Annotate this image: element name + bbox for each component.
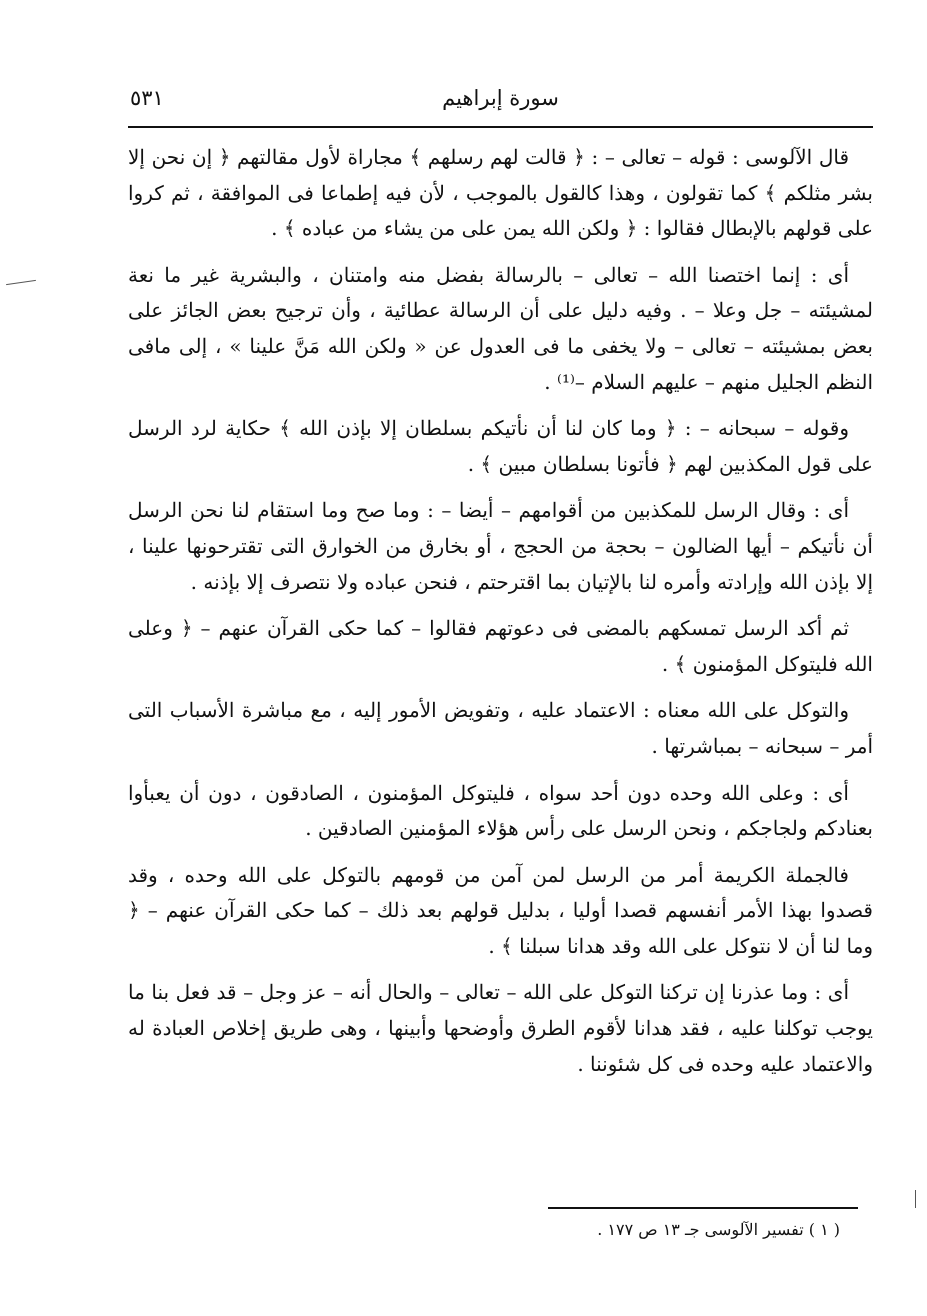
- paragraph-9: أى : وما عذرنا إن تركنا التوكل على الله – تعالى – والحال أنه – عز وجل – قد فعل بنا ما يوجب توكلنا عليه ، فقد هدانا لأقوم الطرق وأوضحها وأبينها ، وهى طريق إخلاص العبادة له والاعتماد عليه وحده فى كل شئوننا .: [128, 980, 873, 1076]
- margin-pen-mark: [6, 280, 36, 285]
- paragraph-7: أى : وعلى الله وحده دون أحد سواه ، فليتوكل المؤمنون ، الصادقون ، دون أن يعبأوا بعنادكم ولجاجكم ، ونحن الرسل على رأس هؤلاء المؤمنين الصادقين .: [128, 780, 873, 841]
- margin-scan-mark: [915, 1190, 917, 1208]
- footnote: ( ١ ) تفسير الآلوسى جـ ١٣ ص ١٧٧ .: [597, 1220, 840, 1239]
- header-rule: [128, 126, 873, 128]
- paragraph-5: ثم أكد الرسل تمسكهم بالمضى فى دعوتهم فقالوا – كما حكى القرآن عنهم – ﴿ وعلى الله فليتوكل المؤمنون ﴾ .: [128, 616, 873, 676]
- paragraph-3: وقوله – سبحانه – : ﴿ وما كان لنا أن نأتيكم بسلطان إلا بإذن الله ﴾ حكاية لرد الرسل على قول المكذبين لهم ﴿ فأتونا بسلطان مبين ﴾ .: [128, 416, 873, 476]
- paragraph-8: فالجملة الكريمة أمر من الرسل لمن آمن من قومهم بالتوكل على الله وحده ، وقد قصدوا بهذا الأمر أنفسهم قصدا أوليا ، بدليل قولهم بعد ذلك – كما حكى القرآن عنهم – ﴿ وما لنا أن لا نتوكل على الله وقد هدانا سبلنا ﴾ .: [128, 862, 873, 958]
- paragraph-2: أى : إنما اختصنا الله – تعالى – بالرسالة بفضل منه وامتنان ، والبشرية غير ما نعة لمشيئته – جل وعلا – . وفيه دليل على أن الرسالة عطائية ، وأن ترجيح بعض الجائز على بعض بمشيئته – تعالى – ولا يخفى ما فى العدول عن « ولكن الله مَنَّ علينا » ، إلى مافى النظم الجليل منهم – عليهم السلام –⁽¹⁾ .: [128, 262, 873, 394]
- page-number: ٥٣١: [130, 86, 164, 110]
- paragraph-4: أى : وقال الرسل للمكذبين من أقوامهم – أيضا – : وما صح وما استقام لنا نحن الرسل أن نأتيكم – أيها الضالون – بحجة من الحجج ، أو بخارق من الخوارق التى تقترحونها علينا ، إلا بإذن الله وإرادته وأمره لنا بالإتيان بما اقترحتم ، فنحن عباده ولا نتصرف إلا بإذنه .: [128, 498, 873, 594]
- footnote-rule: [548, 1207, 858, 1209]
- running-title: سورة إبراهيم: [442, 86, 559, 110]
- page-header: [128, 82, 873, 118]
- paragraph-6: والتوكل على الله معناه : الاعتماد عليه ، وتفويض الأمور إليه ، مع مباشرة الأسباب التى أمر – سبحانه – بمباشرتها .: [128, 698, 873, 758]
- page-body: [128, 140, 873, 1093]
- paragraph-1: قال الآلوسى : قوله – تعالى – : ﴿ قالت لهم رسلهم ﴾ مجاراة لأول مقالتهم ﴿ إن نحن إلا بشر مثلكم ﴾ كما تقولون ، وهذا كالقول بالموجب ، لأن فيه إطماعا فى الموافقة ، ثم كروا على قولهم بالإبطال فقالوا : ﴿ ولكن الله يمن على من يشاء من عباده ﴾ .: [128, 145, 873, 241]
